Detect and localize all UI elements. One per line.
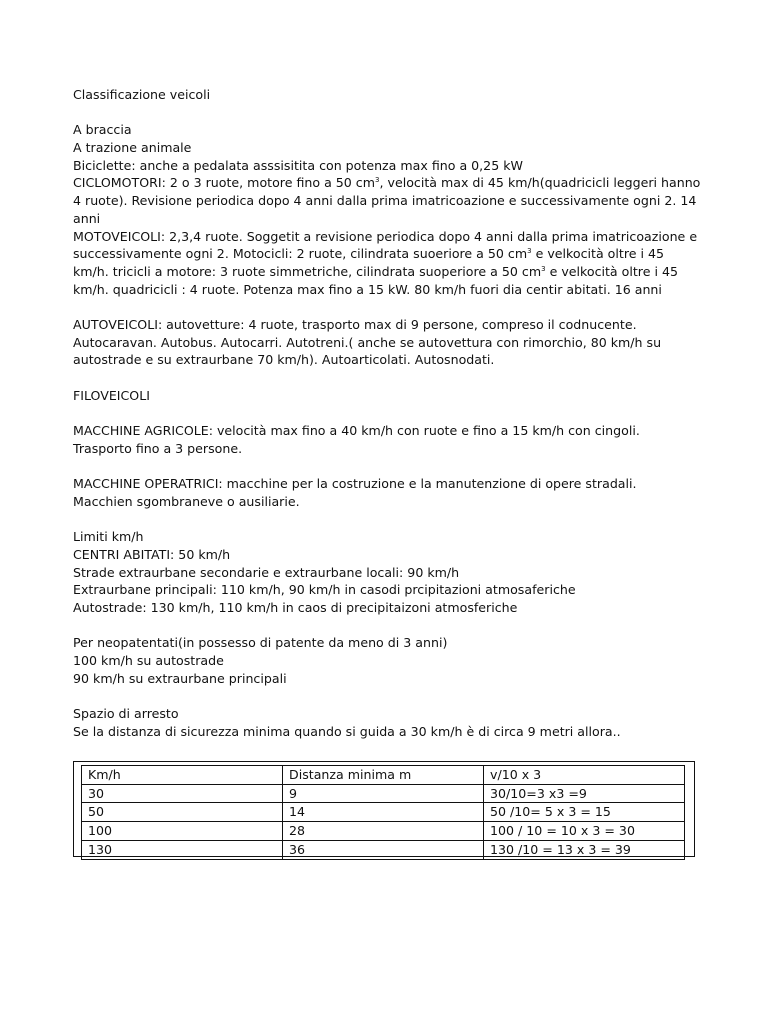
table-cell: 100 / 10 = 10 x 3 = 30 (484, 822, 685, 841)
motoveicoli-line: km/h. quadricicli : 4 ruote. Potenza max fino a 15 kW. 80 km/h fuori dia centir abitati. 16 anni (73, 281, 662, 297)
motoveicoli-line (73, 245, 703, 263)
table-header-cell: v/10 x 3 (484, 766, 685, 785)
table-cell: 36 (283, 840, 484, 859)
filoveicoli-line: FILOVEICOLI (73, 387, 150, 403)
ciclomotori-line: anni (73, 210, 101, 226)
speed-distance-table (81, 765, 685, 860)
table-cell: 14 (283, 803, 484, 822)
table-cell: 30 (82, 784, 283, 803)
spazio-line: Se la distanza di sicurezza minima quando si guida a 30 km/h è di circa 9 metri allora.. (73, 723, 621, 739)
table-header-cell: Distanza minima m (283, 766, 484, 785)
spazio-line: Spazio di arresto (73, 706, 179, 722)
motoveicoli-line (73, 263, 703, 281)
limiti-line: Extraurbane principali: 110 km/h, 90 km/h in casodi prcipitazioni atmosaferiche (73, 582, 576, 598)
limiti-line: Limiti km/h (73, 529, 144, 545)
text-span: e velkocità oltre i 45 (545, 263, 678, 279)
autoveicoli-line: AUTOVEICOLI: autovetture: 4 ruote, trasporto max di 9 persone, compreso il codnucente. (73, 316, 637, 332)
table-row (82, 840, 685, 859)
document-title: Classificazione veicoli (73, 87, 211, 102)
table-cell: 9 (283, 784, 484, 803)
neopatentati-line: 100 km/h su autostrade (73, 653, 224, 668)
table-cell: 50 /10= 5 x 3 = 15 (484, 803, 685, 822)
table-cell: 50 (82, 803, 283, 822)
macchine-agricole-line: Trasporto fino a 3 persone. (73, 440, 243, 456)
limiti-line: Strade extraurbane secondarie e extraurbane locali: 90 km/h (73, 564, 460, 580)
macchine-agricole-line: MACCHINE AGRICOLE: velocità max fino a 40 km/h con ruote e fino a 15 km/h con cingoli. (73, 423, 640, 439)
table-frame (73, 761, 695, 857)
ciclomotori-line (73, 174, 703, 192)
text-span: , velocità max di 45 km/h(quadricicli leggeri hanno (379, 175, 701, 191)
neopatentati-line: 90 km/h su extraurbane principali (73, 670, 287, 686)
text-span: CICLOMOTORI: 2 o 3 ruote, motore fino a 50 cm (73, 175, 376, 191)
table-cell: 100 (82, 822, 283, 841)
intro-line: A braccia (73, 122, 132, 138)
superscript: 3 (375, 176, 380, 185)
table-cell: 30/10=3 x3 =9 (484, 784, 685, 803)
text-span: km/h. tricicli a motore: 3 ruote simmetriche, cilindrata suoperiore a 50 cm (73, 263, 542, 279)
superscript: 3 (541, 264, 546, 273)
limiti-line: Autostrade: 130 km/h, 110 km/h in caos di precipitaizoni atmosferiche (73, 599, 518, 615)
table-header-cell: Km/h (82, 766, 283, 785)
table-row (82, 803, 685, 822)
table-cell: 130 /10 = 13 x 3 = 39 (484, 840, 685, 859)
intro-line: A trazione animale (73, 140, 192, 156)
macchine-operatrici-line: Macchien sgombraneve o ausiliarie. (73, 493, 300, 509)
neopatentati-line: Per neopatentati(in possesso di patente da meno di 3 anni) (73, 635, 448, 651)
table-row (82, 784, 685, 803)
text-span: e velkocità oltre i 45 (531, 246, 664, 262)
document-body (73, 86, 703, 740)
autoveicoli-line: Autocaravan. Autobus. Autocarri. Autotreni.( anche se autovettura con rimorchio, 80 km/h su (73, 334, 662, 350)
table-cell: 130 (82, 840, 283, 859)
table-row (82, 822, 685, 841)
ciclomotori-line: 4 ruote). Revisione periodica dopo 4 anni dalla prima imatricoazione e successivamente ogni 2. 14 (73, 193, 697, 209)
macchine-operatrici-line: MACCHINE OPERATRICI: macchine per la costruzione e la manutenzione di opere stradali. (73, 476, 637, 492)
table-cell: 28 (283, 822, 484, 841)
motoveicoli-line: MOTOVEICOLI: 2,3,4 ruote. Soggetit a revisione periodica dopo 4 anni dalla prima imatricoazione e (73, 228, 698, 244)
text-span: successivamente ogni 2. Motocicli: 2 ruote, cilindrata suoeriore a 50 cm (73, 246, 528, 262)
table-header-row (82, 766, 685, 785)
intro-line: Biciclette: anche a pedalata asssisitita con potenza max fino a 0,25 kW (73, 157, 523, 173)
autoveicoli-line: autostrade e su extraurbane 70 km/h). Autoarticolati. Autosnodati. (73, 352, 495, 368)
limiti-line: CENTRI ABITATI: 50 km/h (73, 546, 231, 562)
superscript: 3 (527, 247, 532, 256)
